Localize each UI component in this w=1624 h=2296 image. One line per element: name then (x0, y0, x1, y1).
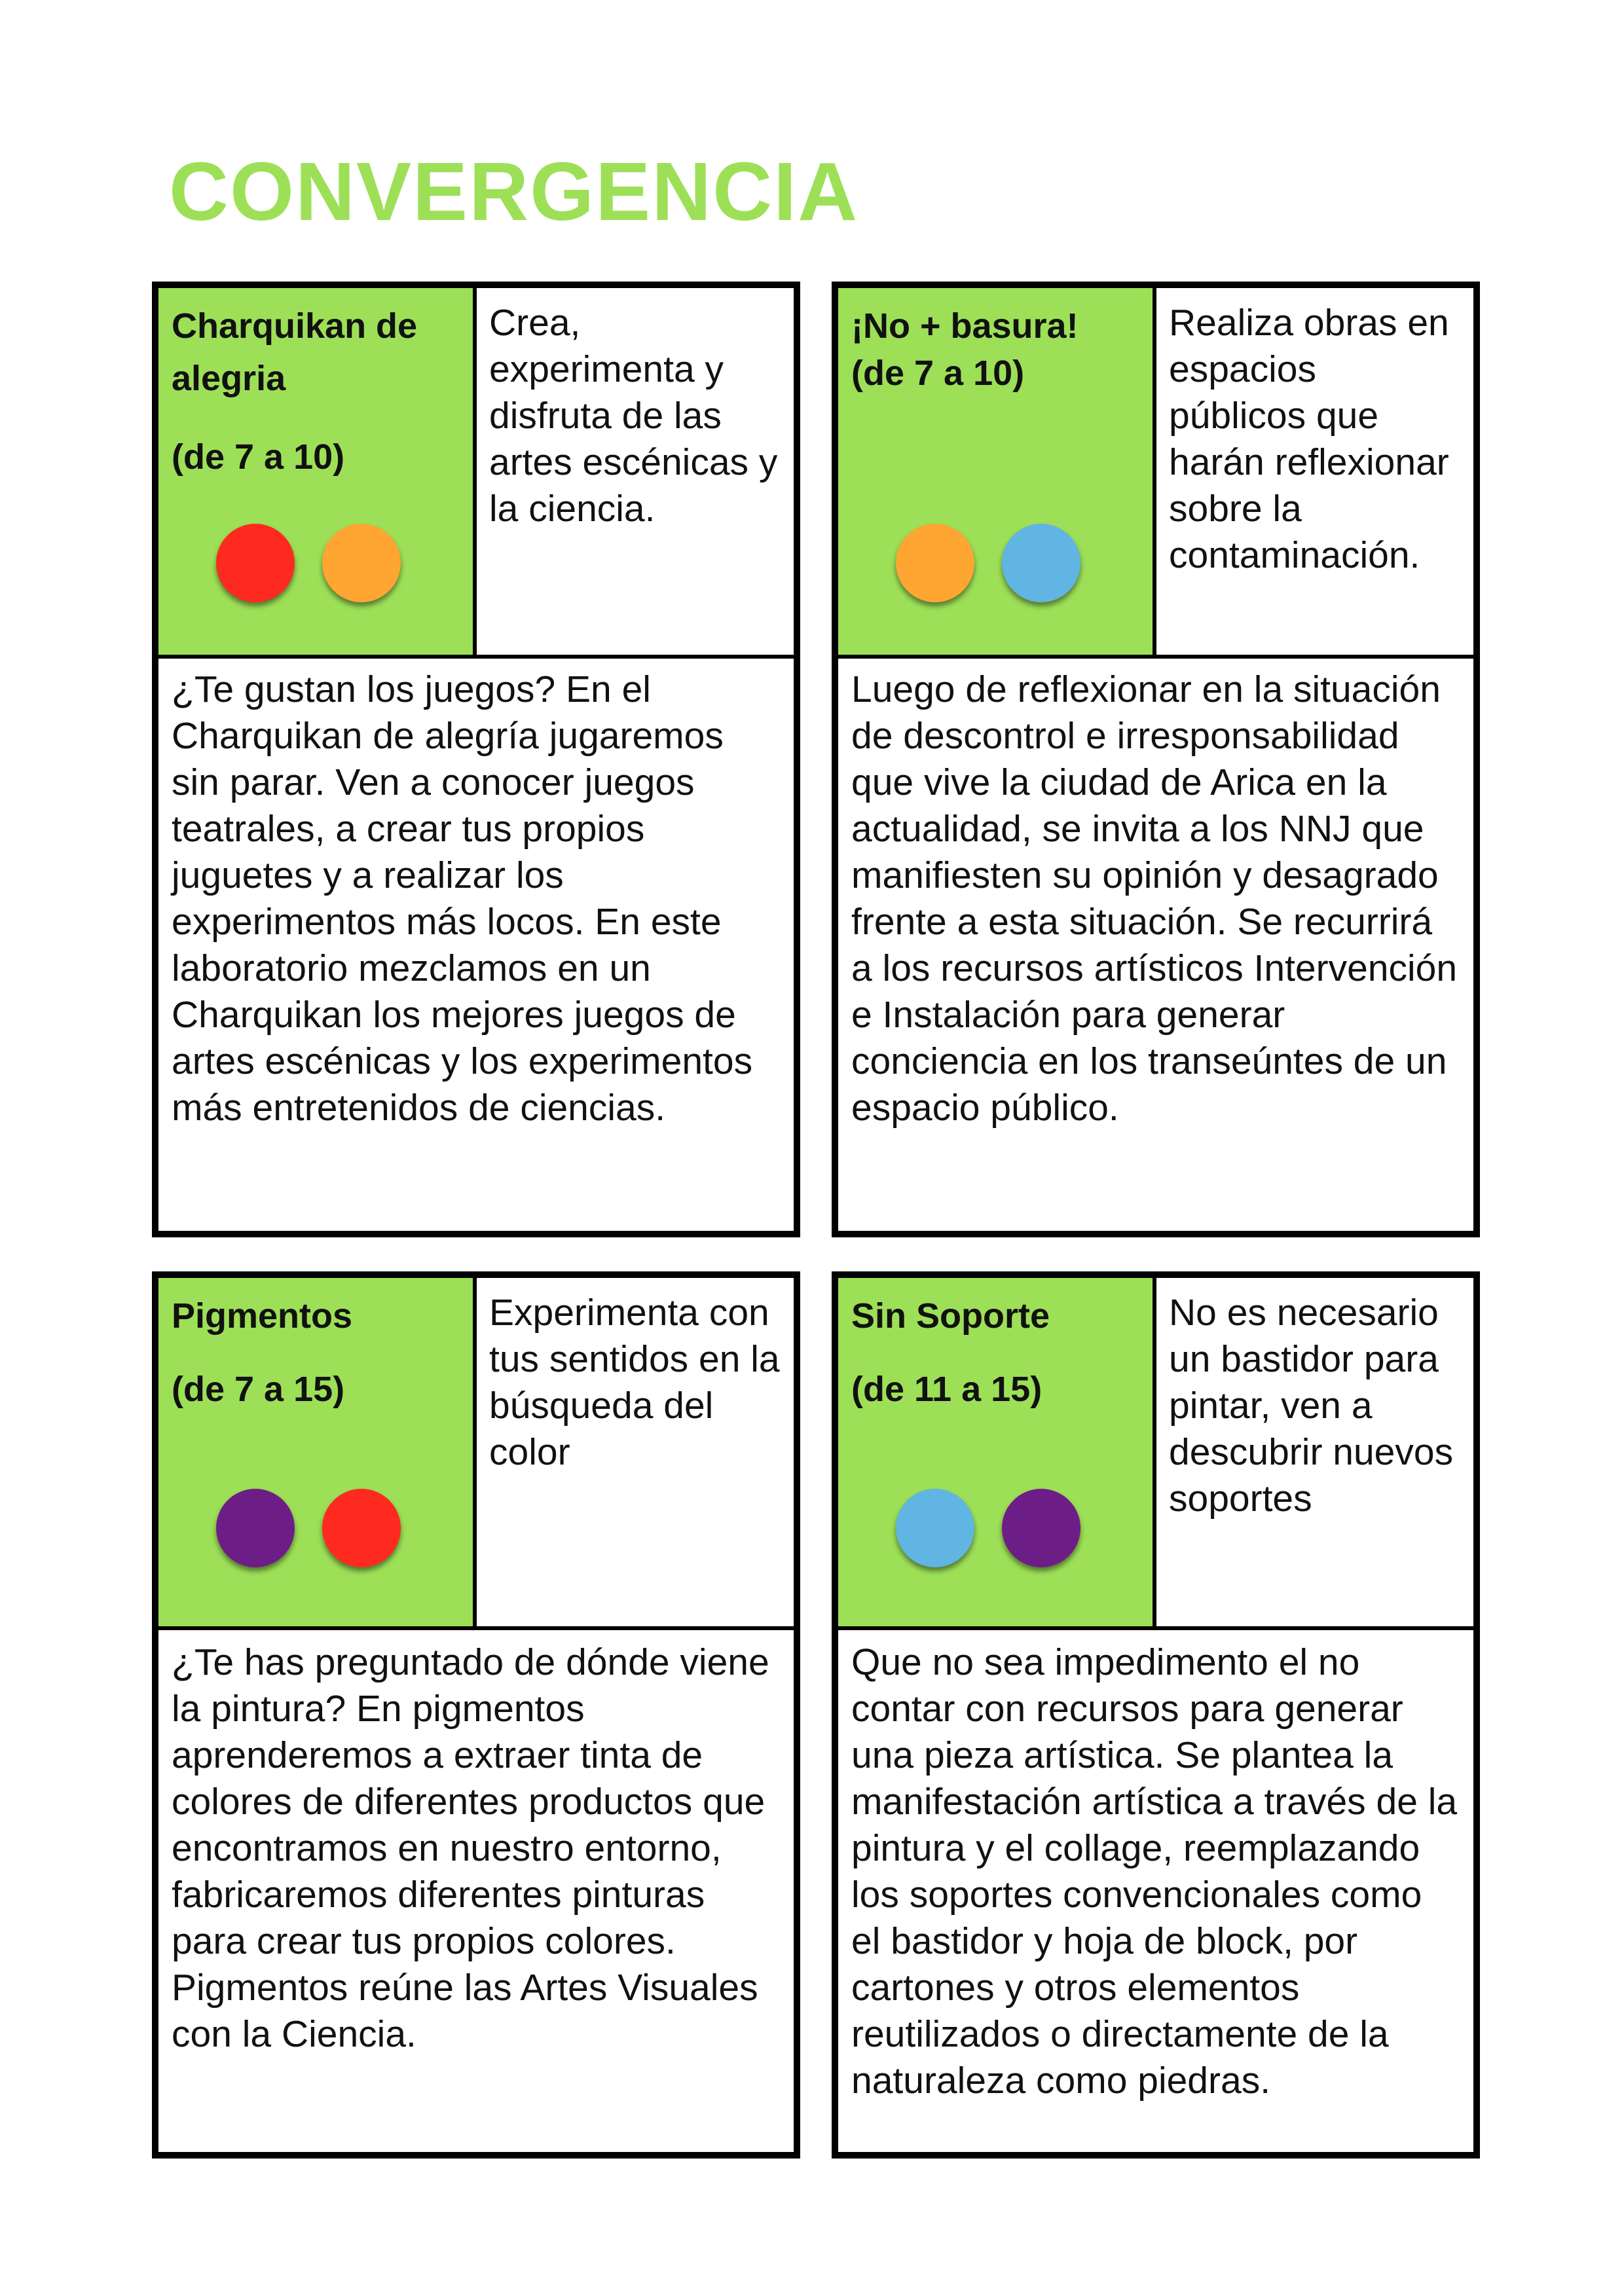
card-name-panel (158, 1278, 477, 1626)
card-name-panel (838, 1278, 1156, 1626)
card-summary: No es necesario un bastidor para pintar, ven a descubrir nuevos soportes (1169, 1292, 1454, 1520)
card-description: Que no sea impedimento el no contar con recursos para generar una pieza artística. Se plantea la manifestación artística a través de la pintura y el collage, reemplazando los soportes convencionales como el bastidor y hoja de block, por cartones y otros elementos reutilizados o directamente de la naturaleza como piedras. (851, 1641, 1458, 2102)
orange-dot-icon (896, 524, 974, 602)
card-name: Charquikan de alegria (172, 306, 418, 398)
card-description: ¿Te gustan los juegos? En el Charquikan de alegría jugaremos sin parar. Ven a conocer juegos teatrales, a crear tus propios juguetes y a realizar los experimentos más locos. En este laboratorio mezclamos en un Charquikan los mejores juegos de artes escénicas y los experimentos más entretenidos de ciencias. (172, 668, 753, 1129)
card-name-panel (158, 288, 477, 655)
page-title: CONVERGENCIA (169, 145, 859, 238)
blue-dot-icon (896, 1489, 974, 1567)
card-age-range: (de 11 a 15) (851, 1370, 1043, 1409)
card-header (838, 288, 1473, 659)
card-name: ¡No + basura! (851, 306, 1079, 346)
card-summary: Experimenta con tus sentidos en la búsqueda del color (489, 1292, 780, 1473)
card-description: ¿Te has preguntado de dónde viene la pintura? En pigmentos aprenderemos a extraer tinta de colores de diferentes productos que encontramos en nuestro entorno, fabricaremos diferentes pinturas para crear tus propios colores. Pigmentos reúne las Artes Visuales con la Ciencia. (172, 1641, 769, 2055)
card-age-range: (de 7 a 10) (851, 354, 1025, 393)
workshop-card-no-basura (832, 282, 1480, 1237)
card-header (158, 288, 794, 659)
red-dot-icon (322, 1489, 401, 1567)
blue-dot-icon (1002, 524, 1080, 602)
card-name: Pigmentos (172, 1296, 353, 1336)
card-header (838, 1278, 1473, 1630)
card-age-range: (de 7 a 15) (172, 1370, 345, 1409)
card-name-panel (838, 288, 1156, 655)
workshop-card-sin-soporte (832, 1271, 1480, 2159)
card-summary: Realiza obras en espacios públicos que harán reflexionar sobre la contaminación. (1169, 302, 1449, 576)
workshop-card-charquikan (152, 282, 800, 1237)
card-description: Luego de reflexionar en la situación de descontrol e irresponsabilidad que vive la ciudad de Arica en la actualidad, se invita a los NNJ que manifiesten su opinión y desagrado frente a esta situación. Se recurrirá a los recursos artísticos Intervención e Instalación para generar conciencia en los transeúntes de un espacio público. (851, 668, 1458, 1129)
orange-dot-icon (322, 524, 401, 602)
card-summary: Crea, experimenta y disfruta de las artes escénicas y la ciencia. (489, 302, 778, 530)
card-header (158, 1278, 794, 1630)
purple-dot-icon (1002, 1489, 1080, 1567)
workshop-card-pigmentos (152, 1271, 800, 2159)
card-name: Sin Soporte (851, 1296, 1050, 1336)
card-age-range: (de 7 a 10) (172, 437, 345, 477)
red-dot-icon (216, 524, 295, 602)
purple-dot-icon (216, 1489, 295, 1567)
